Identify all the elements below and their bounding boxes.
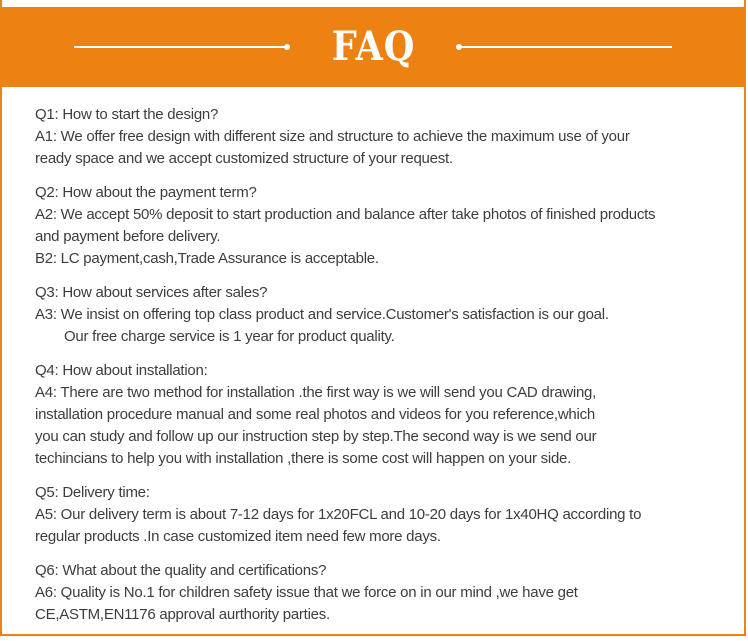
faq-block	[35, 104, 712, 170]
faq-line: ready space and we accept customized structure of your request.	[35, 150, 453, 167]
faq-block	[35, 482, 712, 548]
faq-line: regular products .In case customized item need few more days.	[35, 528, 441, 545]
faq-line: Our free charge service is 1 year for product quality.	[64, 328, 395, 345]
faq-line: installation procedure manual and some real photos and videos for you reference,which	[35, 406, 595, 423]
faq-line: and payment before delivery.	[35, 228, 221, 245]
faq-line: A3: We insist on offering top class product and service.Customer's satisfaction is our goal.	[35, 306, 609, 323]
faq-line: Q6: What about the quality and certifications?	[35, 562, 327, 579]
faq-line: Q1: How to start the design?	[35, 106, 219, 123]
faq-line: B2: LC payment,cash,Trade Assurance is acceptable.	[35, 250, 379, 267]
faq-line: Q2: How about the payment term?	[35, 184, 257, 201]
faq-line: Q5: Delivery time:	[35, 484, 150, 501]
faq-block	[35, 360, 712, 470]
faq-line: A2: We accept 50% deposit to start production and balance after take photos of finished products	[35, 206, 656, 223]
top-strip	[2, 0, 744, 7]
header-rule-right	[460, 46, 672, 48]
page-title: FAQ	[331, 23, 415, 70]
header-rule-left	[74, 46, 286, 48]
faq-line: Q3: How about services after sales?	[35, 284, 268, 301]
rule-dot-icon	[456, 44, 462, 50]
faq-line: A5: Our delivery term is about 7-12 days for 1x20FCL and 10-20 days for 1x40HQ according to	[35, 506, 642, 523]
rule-dot-icon	[284, 44, 290, 50]
faq-line: A1: We offer free design with different size and structure to achieve the maximum use of your	[35, 128, 630, 145]
faq-line: CE,ASTM,EN1176 approval aurthority parties.	[35, 606, 330, 623]
faq-line: A4: There are two method for installation .the first way is we will send you CAD drawing,	[35, 384, 597, 401]
faq-block	[35, 560, 712, 626]
faq-line: techincians to help you with installation ,there is some cost will happen on your side.	[35, 450, 572, 467]
faq-line: Q4: How about installation:	[35, 362, 208, 379]
faq-line: A6: Quality is No.1 for children safety issue that we force on in our mind ,we have get	[35, 584, 578, 601]
faq-content	[2, 87, 744, 626]
faq-block	[35, 182, 712, 270]
header-band	[2, 7, 744, 87]
faq-block	[35, 282, 712, 348]
faq-line: you can study and follow up our instruction step by step.The second way is we send our	[35, 428, 597, 445]
